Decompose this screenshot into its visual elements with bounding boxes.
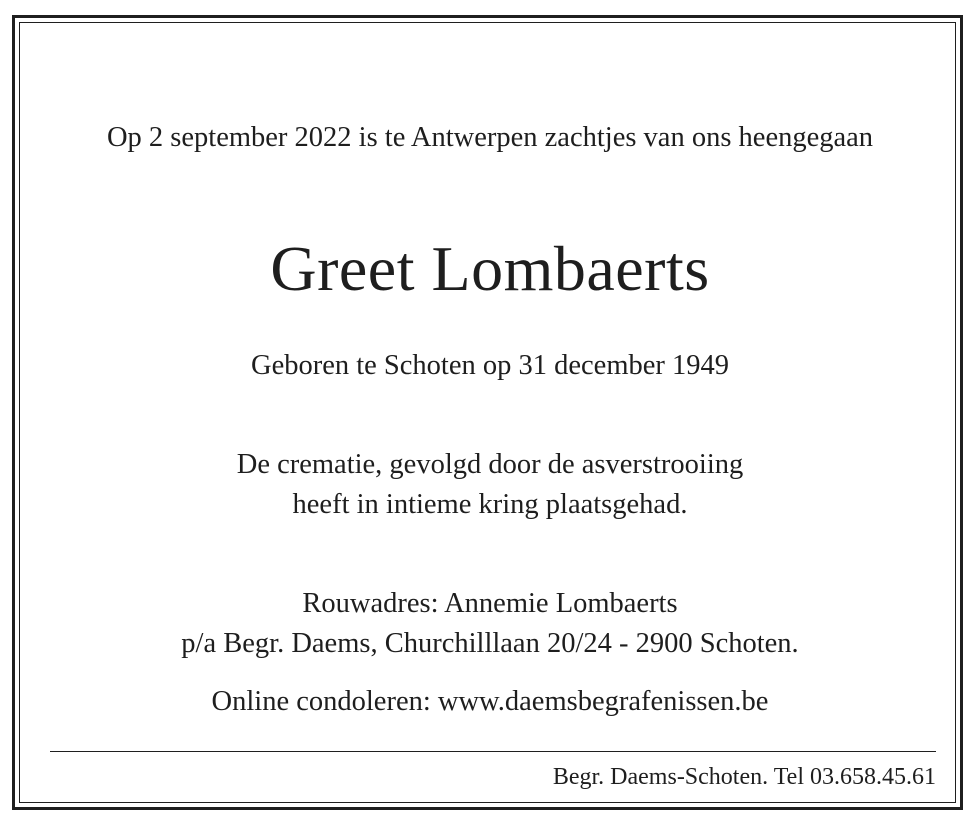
funeral-home-contact: Begr. Daems-Schoten. Tel 03.658.45.61 [552, 764, 936, 790]
announcement-intro: Op 2 september 2022 is te Antwerpen zachtjes van ons heengegaan [106, 122, 874, 153]
ceremony-line-2: heeft in intieme kring plaatsgehad. [292, 489, 688, 520]
ceremony-line-1: De crematie, gevolgd door de asverstrooiing [236, 449, 744, 480]
footer-divider [50, 751, 936, 752]
mourning-address-line-1: Rouwadres: Annemie Lombaerts [302, 588, 678, 619]
online-condolence-link: Online condoleren: www.daemsbegrafenissen.be [211, 686, 769, 717]
birth-details: Geboren te Schoten op 31 december 1949 [250, 350, 729, 381]
deceased-name: Greet Lombaerts [270, 233, 710, 304]
mourning-address-line-2: p/a Begr. Daems, Churchilllaan 20/24 - 2900 Schoten. [181, 628, 799, 659]
